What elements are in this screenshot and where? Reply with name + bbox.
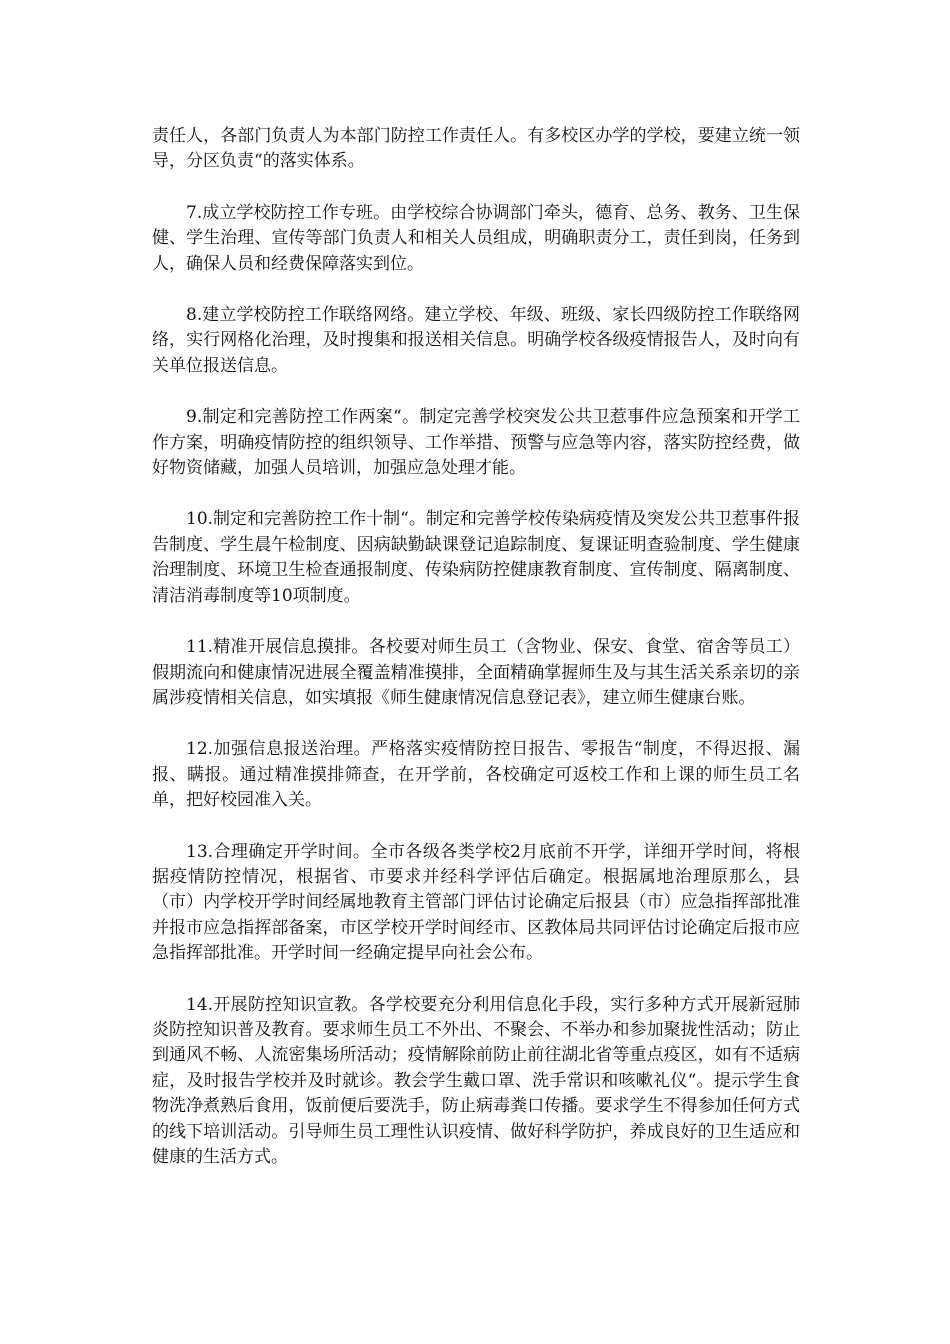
paragraph-item-11: 11.精准开展信息摸排。各校要对师生员工（含物业、保安、食堂、宿舍等员工）假期流向和健康情况进展全覆盖精准摸排，全面精确掌握师生及与其生活关系亲切的亲属涉疫情相关信息，如实填报《师生健康情况信息登记表》，建立师生健康台账。 — [152, 637, 800, 708]
paragraph-item-9: 9.制定和完善防控工作两案“。制定完善学校突发公共卫惹事件应急预案和开学工作方案，明确疫情防控的组织领导、工作举措、预警与应急等内容，落实防控经费，做好物资储藏，加强人员培训，加强应急处理才能。 — [152, 407, 800, 479]
paragraph-responsibility-continued: 责任人，各部门负责人为本部门防控工作责任人。有多校区办学的学校，要建立统一领导，分区负责“的落实体系。 — [152, 126, 800, 172]
paragraph-item-10: 10.制定和完善防控工作十制“。制定和完善学校传染病疫情及突发公共卫惹事件报告制度、学生晨午检制度、因病缺勤缺课登记追踪制度、复课证明查验制度、学生健康治理制度、环境卫生检查通报制度、传染病防控健康教育制度、宣传制度、隔离制度、清洁消毒制度等10项制度。 — [152, 509, 800, 606]
paragraph-item-12: 12.加强信息报送治理。严格落实疫情防控日报告、零报告“制度，不得迟报、漏报、瞒报。通过精准摸排筛查，在开学前，各校确定可返校工作和上课的师生员工名单，把好校园准入关。 — [152, 739, 800, 811]
paragraph-item-7: 7.成立学校防控工作专班。由学校综合协调部门牵头，德育、总务、教务、卫生保健、学生治理、宣传等部门负责人和相关人员组成，明确职责分工，责任到岗，任务到人，确保人员和经费保障落实到位。 — [152, 202, 800, 274]
paragraph-item-14: 14.开展防控知识宣教。各学校要充分利用信息化手段，实行多种方式开展新冠肺炎防控知识普及教育。要求师生员工不外出、不聚会、不举办和参加聚拢性活动；防止到通风不畅、人流密集场所活动；疫情解除前防止前往湖北省等重点疫区，如有不适病症，及时报告学校并及时就诊。教会学生戴口罩、洗手常识和咳嗽礼仪“。提示学生食物洗净煮熟后食用，饭前便后要洗手，防止病毒粪口传播。要求学生不得参加任何方式的线下培训活动。引导师生员工理性认识疫情、做好科学防护，养成良好的卫生适应和健康的生活方式。 — [152, 994, 800, 1167]
document-body — [152, 124, 800, 1196]
paragraph-item-8: 8.建立学校防控工作联络网络。建立学校、年级、班级、家长四级防控工作联络网络，实行网格化治理，及时搜集和报送相关信息。明确学校各级疫情报告人，及时向有关单位报送信息。 — [152, 305, 800, 376]
paragraph-item-13: 13.合理确定开学时间。全市各级各类学校2月底前不开学，详细开学时间，将根据疫情防控情况，根据省、市要求并经科学评估后确定。根据属地治理原那么，县（市）内学校开学时间经属地教育主管部门评估讨论确定后报县（市）应急指挥部批准并报市应急指挥部备案，市区学校开学时间经市、区教体局共同评估讨论确定后报市应急指挥部批准。开学时间一经确定提早向社会公布。 — [152, 841, 800, 964]
